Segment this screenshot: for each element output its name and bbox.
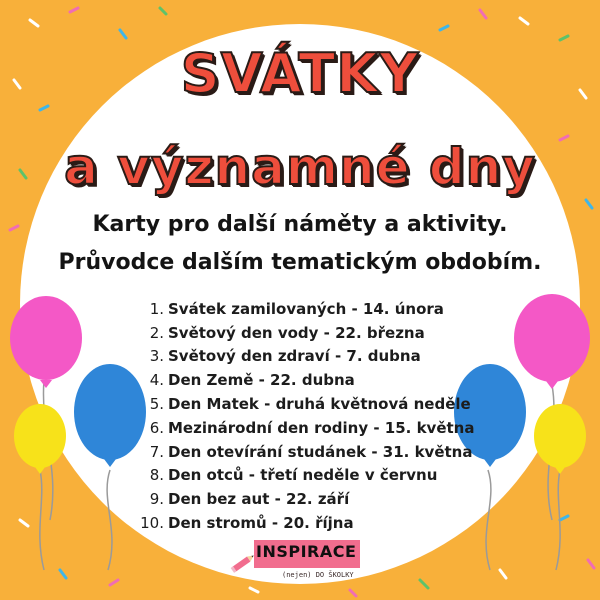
list-item-text: Den otců - třetí neděle v červnu <box>168 466 438 485</box>
list-item <box>140 440 474 464</box>
subtitle-line-2: Průvodce dalším tematickým obdobím. <box>58 250 542 275</box>
list-item-number: 2. <box>149 323 164 342</box>
logo-tagline: (nejen) DO ŠKOLKY <box>282 571 354 579</box>
list-item-text: Den Země - 22. dubna <box>168 371 355 390</box>
list-item-number: 1. <box>149 299 164 318</box>
list-item-number: 5. <box>149 395 164 414</box>
list-item <box>140 368 474 392</box>
list-item-number: 8. <box>149 466 164 485</box>
list-item-number: 6. <box>149 418 164 437</box>
logo-name: INSPIRACE <box>256 542 357 561</box>
list-item-number: 4. <box>149 371 164 390</box>
list-item <box>140 511 474 535</box>
list-item-text: Světový den vody - 22. března <box>168 323 425 342</box>
title-line-2: a významné dny <box>64 138 536 196</box>
list-item-text: Svátek zamilovaných - 14. února <box>168 299 444 318</box>
list-item <box>140 392 474 416</box>
subtitle-line-1: Karty pro další náměty a aktivity. <box>92 212 508 237</box>
balloon-yellow-left-icon <box>14 404 66 474</box>
holiday-list <box>140 297 474 535</box>
list-item-number: 10. <box>140 514 164 533</box>
list-item-text: Světový den zdraví - 7. dubna <box>168 347 421 366</box>
balloon-yellow-right-icon <box>534 404 586 474</box>
list-item <box>140 416 474 440</box>
list-item-text: Den Matek - druhá květnová neděle <box>168 395 471 414</box>
balloon-blue-left-icon <box>74 364 146 467</box>
list-item-number: 9. <box>149 490 164 509</box>
list-item-text: Den stromů - 20. října <box>168 514 354 533</box>
list-item <box>140 297 474 321</box>
list-item <box>140 345 474 369</box>
list-item-number: 3. <box>149 347 164 366</box>
list-item <box>140 321 474 345</box>
list-item-text: Den bez aut - 22. září <box>168 490 350 509</box>
list-item-text: Mezinárodní den rodiny - 15. května <box>168 418 475 437</box>
balloon-pink-right-icon <box>514 294 590 389</box>
inspirace-logo <box>228 540 378 584</box>
list-item <box>140 487 474 511</box>
list-item-number: 7. <box>149 442 164 461</box>
title-line-1: SVÁTKY <box>180 42 420 105</box>
list-item-text: Den otevírání studánek - 31. května <box>168 442 473 461</box>
list-item <box>140 464 474 488</box>
balloon-pink-left-icon <box>10 296 82 388</box>
